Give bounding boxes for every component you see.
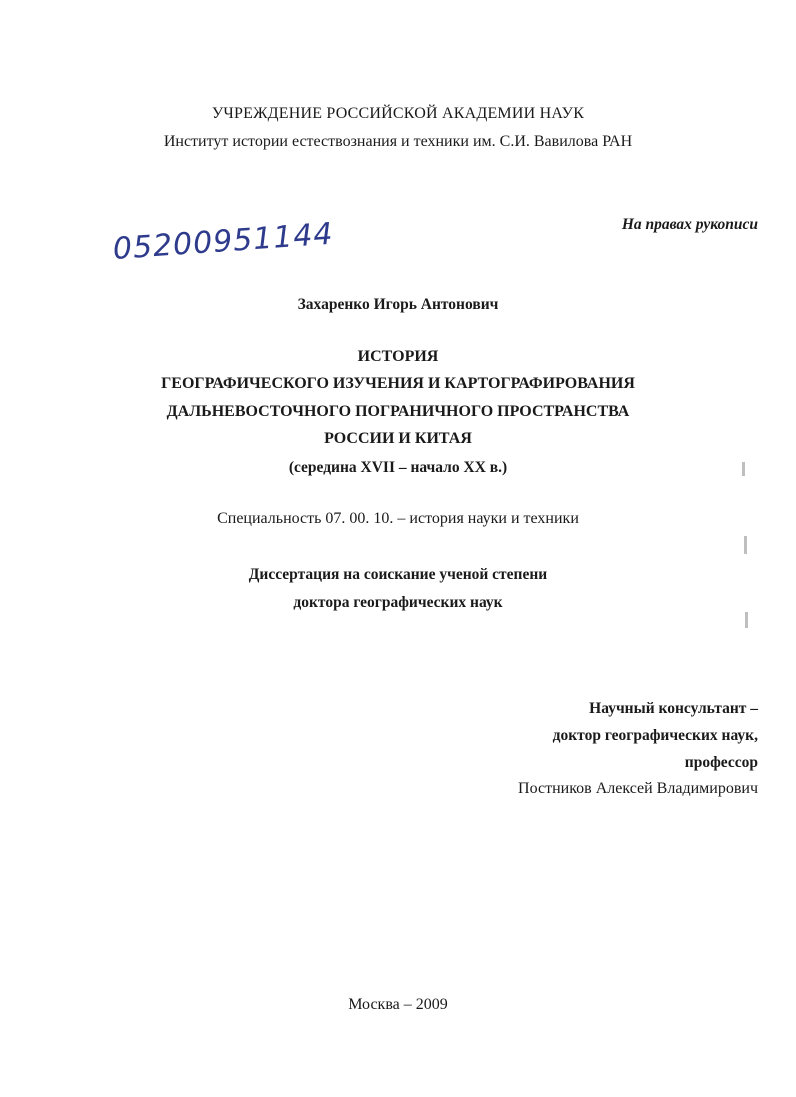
city-year: Москва – 2009: [348, 996, 448, 1013]
title-line-1: ИСТОРИЯ: [357, 348, 439, 365]
manuscript-note: На правах рукописи: [621, 216, 758, 233]
advisor-degree: доктор географических наук,: [552, 727, 758, 744]
institute-name: Институт истории естествознания и техники им. С.И. Вавилова РАН: [163, 133, 633, 150]
dissertation-line-2: доктора географических наук: [293, 594, 503, 611]
advisor-name: Постников Алексей Владимирович: [518, 780, 758, 797]
advisor-role: Научный консультант –: [589, 700, 758, 717]
handwritten-number: 05200951144: [111, 216, 335, 267]
dissertation-line-1: Диссертация на соискание ученой степени: [248, 566, 548, 583]
title-line-2: ГЕОГРАФИЧЕСКОГО ИЗУЧЕНИЯ И КАРТОГРАФИРОВАНИЯ: [161, 375, 635, 392]
scan-mark: [744, 536, 747, 554]
title-line-3: ДАЛЬНЕВОСТОЧНОГО ПОГРАНИЧНОГО ПРОСТРАНСТВА: [166, 403, 630, 420]
author-name: Захаренко Игорь Антонович: [297, 296, 499, 313]
title-line-4: РОССИИ И КИТАЯ: [324, 430, 472, 447]
advisor-title: профессор: [684, 754, 758, 771]
scan-mark: [742, 462, 745, 476]
organization-name: УЧРЕЖДЕНИЕ РОССИЙСКОЙ АКАДЕМИИ НАУК: [211, 105, 585, 122]
scan-mark: [745, 612, 748, 628]
title-period: (середина XVII – начало XX в.): [288, 459, 508, 476]
specialty: Специальность 07. 00. 10. – история науки и техники: [217, 510, 579, 527]
